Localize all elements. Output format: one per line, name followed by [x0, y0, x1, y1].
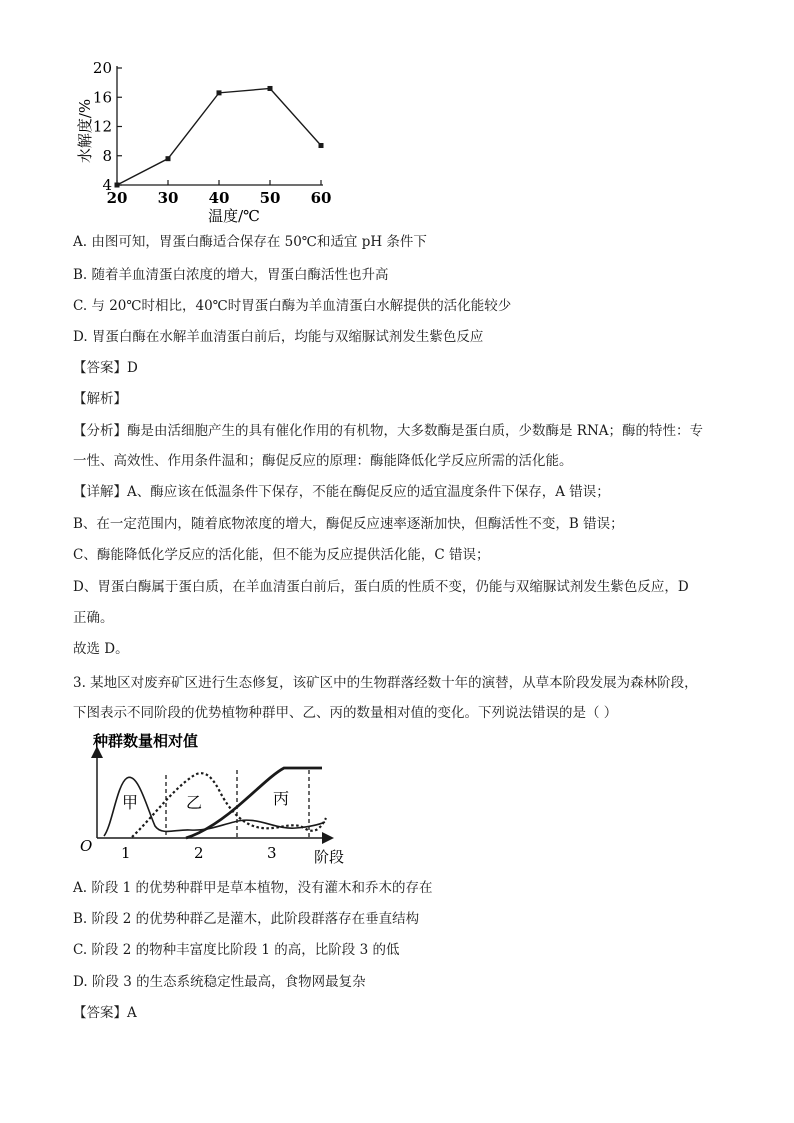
chart1-axes	[117, 66, 323, 185]
q3-stem-line-2: 下图表示不同阶段的优势植物种群甲、乙、丙的数量相对值的变化。下列说法错误的是（ ）	[73, 705, 618, 721]
q2-option-b: B. 随着羊血清蛋白浓度的增大，胃蛋白酶活性也升高	[73, 267, 389, 283]
chart1-data-point	[319, 143, 324, 148]
chart1-series-line	[117, 88, 321, 185]
chart1-data-point	[217, 90, 222, 95]
chart2-y-axis-label: 种群数量相对值	[93, 732, 199, 750]
q3-option-c: C. 阶段 2 的物种丰富度比阶段 1 的高，比阶段 3 的低	[73, 942, 400, 958]
q2-xiangjie-line-5: 正确。	[73, 610, 114, 626]
answer-tag: 【答案】	[73, 360, 127, 376]
hydrolysis-temperature-chart	[60, 55, 350, 230]
q3-option-d: D. 阶段 3 的生态系统稳定性最高，食物网最复杂	[73, 974, 366, 990]
fenxi-text-1: 酶是由活细胞产生的具有催化作用的有机物，大多数酶是蛋白质，少数酶是 RNA；酶的特性：专	[127, 423, 704, 439]
q2-fenxi-line-2: 一性、高效性、作用条件温和；酶促反应的原理：酶能降低化学反应所需的活化能。	[73, 453, 573, 469]
chart1-y-tick-label: 12	[92, 117, 112, 136]
answer-value: A	[127, 1005, 137, 1021]
chart1-y-tick-label: 16	[92, 88, 112, 107]
q3-option-a: A. 阶段 1 的优势种群甲是草本植物，没有灌木和乔木的存在	[73, 880, 433, 896]
q2-option-d: D. 胃蛋白酶在水解羊血清蛋白前后，均能与双缩脲试剂发生紫色反应	[73, 329, 484, 345]
stage-1-label: 1	[121, 844, 131, 862]
q2-answer	[73, 359, 138, 377]
chart1-y-axis-label: 水解度/%	[76, 98, 94, 164]
q2-xiangjie-line-2: B、在一定范围内，随着底物浓度的增大，酶促反应速率逐渐加快，但酶活性不变，B 错误；	[73, 516, 624, 532]
chart1-points	[115, 86, 324, 188]
q2-xiangjie-line-6: 故选 D。	[73, 641, 129, 657]
q2-fenxi-line-1	[73, 422, 703, 440]
answer-tag: 【答案】	[73, 1005, 127, 1021]
q2-xiangjie-line-1	[73, 483, 610, 501]
chart2-x-axis-label: 阶段	[314, 848, 345, 866]
answer-value: D	[127, 360, 138, 376]
q3-answer	[73, 1004, 137, 1022]
q3-option-b: B. 阶段 2 的优势种群乙是灌木，此阶段群落存在垂直结构	[73, 911, 420, 927]
species-yi-label: 乙	[186, 793, 203, 812]
chart1-x-tick-label: 40	[208, 189, 230, 207]
chart1-x-tick-label: 50	[259, 189, 281, 207]
stage-3-label: 3	[267, 844, 277, 862]
species-jia-label: 甲	[122, 793, 139, 812]
chart1-x-tick-label: 30	[157, 189, 179, 207]
q2-xiangjie-line-3: C、酶能降低化学反应的活化能，但不能为反应提供活化能，C 错误；	[73, 547, 490, 563]
q3-stem-line-1: 3. 某地区对废弃矿区进行生态修复，该矿区中的生物群落经数十年的演替，从草本阶段发展为森林阶段，	[73, 675, 698, 691]
chart1-data-point	[268, 86, 273, 91]
q2-option-a: A. 由图可知，胃蛋白酶适合保存在 50℃和适宜 pH 条件下	[73, 234, 427, 250]
chart1-x-tick-label: 20	[106, 189, 128, 207]
chart2-origin-label: O	[80, 837, 93, 855]
q2-analysis-tag: 【解析】	[73, 391, 127, 407]
chart1-data-point	[115, 183, 120, 188]
q2-xiangjie-line-4: D、胃蛋白酶属于蛋白质，在羊血清蛋白前后，蛋白质的性质不变，仍能与双缩脲试剂发生紫色反应，D	[73, 579, 689, 595]
chart1-y-tick-label: 4	[102, 176, 112, 194]
chart1-x-ticks	[107, 180, 332, 207]
xiangjie-text-1: A、酶应该在低温条件下保存，不能在酶促反应的适宜温度条件下保存，A 错误；	[127, 484, 610, 500]
chart1-y-tick-label: 20	[92, 59, 112, 77]
q2-option-c: C. 与 20℃时相比，40℃时胃蛋白酶为羊血清蛋白水解提供的活化能较少	[73, 298, 512, 314]
chart1-x-axis-label: 温度/℃	[208, 207, 260, 225]
chart1-y-tick-label: 8	[102, 146, 112, 165]
species-bing-label: 丙	[273, 789, 290, 808]
xiangjie-tag: 【详解】	[73, 484, 127, 500]
population-succession-chart	[75, 728, 365, 870]
chart1-data-point	[166, 156, 171, 161]
stage-2-label: 2	[194, 844, 204, 862]
chart1-x-tick-label: 60	[310, 189, 332, 207]
fenxi-tag: 【分析】	[73, 423, 127, 439]
